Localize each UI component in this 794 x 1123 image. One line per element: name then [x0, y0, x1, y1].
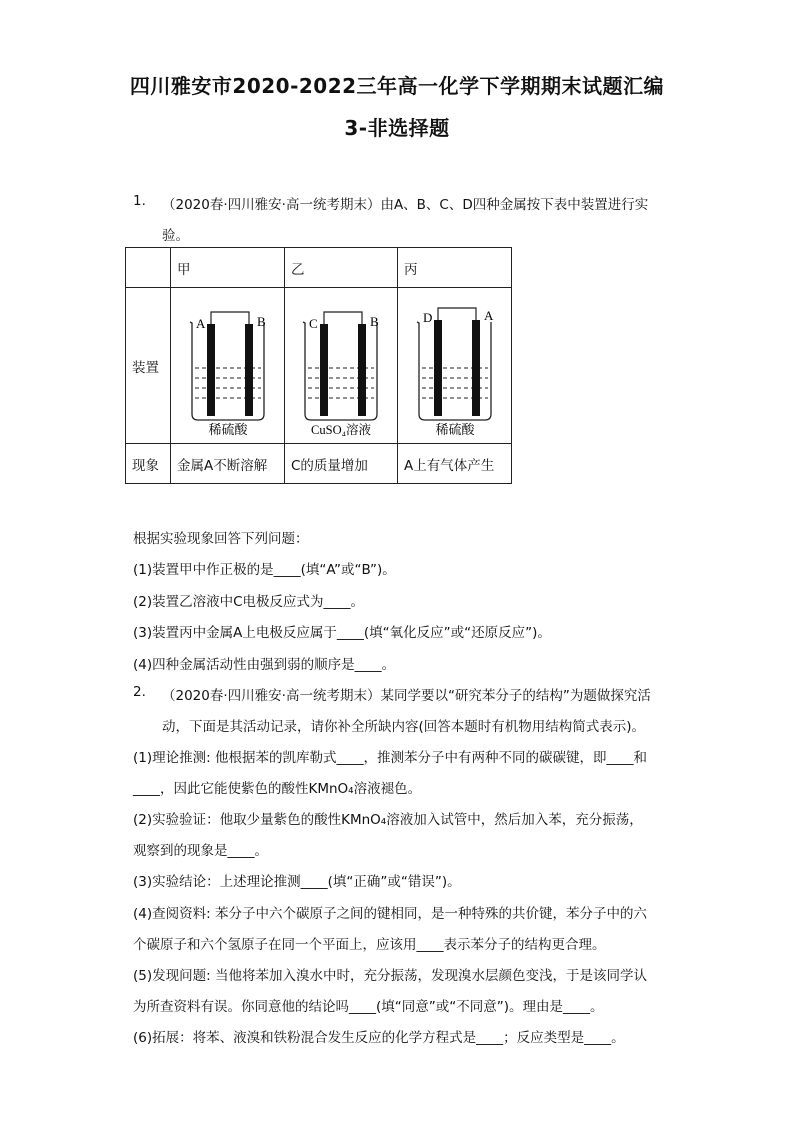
- question-2-stem: （2020春·四川雅安·高一统考期末）某同学要以“研究苯分子的结构”为题做探究活: [162, 688, 651, 704]
- electrode-label-left: A: [195, 315, 205, 331]
- document-title: 四川雅安市2020-2022三年高一化学下学期期末试题汇编: [129, 74, 665, 98]
- electrode-label-right: A: [483, 307, 493, 323]
- experiment-table: [125, 247, 512, 484]
- phenomenon-bing: A上有气体产生: [398, 444, 512, 484]
- question-1-part-2: (2)装置乙溶液中C电极反应式为____。: [133, 594, 365, 610]
- question-2-line-5: (3)实验结论：上述理论推测____(填“正确”或“错误”)。: [133, 874, 461, 890]
- question-2-number: 2.: [133, 684, 146, 700]
- solution-label: 稀硫酸: [207, 421, 248, 436]
- question-2-line-2: ____，因此它能使紫色的酸性KMnO₄溶液褪色。: [133, 781, 422, 797]
- question-2-line-6: (4)查阅资料: 苯分子中六个碳原子之间的键相同，是一种特殊的共价键，苯分子中的六: [133, 906, 647, 922]
- question-2-line-1: (1)理论推测: 他根据苯的凯库勒式____，推测苯分子中有两种不同的碳碳键，即____和: [133, 750, 647, 766]
- question-2-line-7: 个碳原子和六个氢原子在同一个平面上，应该用____表示苯分子的结构更合理。: [133, 937, 606, 953]
- col-header-yi: 乙: [285, 248, 398, 288]
- question-1-part-4: (4)四种金属活动性由强到弱的顺序是____。: [133, 657, 396, 673]
- beaker-diagram-bing: [405, 296, 505, 436]
- solution-label: 稀硫酸: [434, 421, 475, 436]
- question-1-stem: （2020春·四川雅安·高一统考期末）由A、B、C、D四种金属按下表中装置进行实: [162, 197, 649, 213]
- question-2-line-10: (6)拓展：将苯、液溴和铁粉混合发生反应的化学方程式是____；反应类型是____。: [133, 1030, 625, 1046]
- electrode-label-left: C: [309, 315, 318, 331]
- electrode-label-left: D: [422, 309, 432, 325]
- question-2-stem-cont: 动，下面是其活动记录，请你补全所缺内容(回答本题时有机物用结构简式表示)。: [162, 719, 646, 735]
- phenomenon-jia: 金属A不断溶解: [171, 444, 285, 484]
- question-2-line-3: (2)实验验证：他取少量紫色的酸性KMnO₄溶液加入试管中，然后加入苯，充分振荡，: [133, 812, 643, 828]
- question-2-line-9: 为所查资料有误。你同意他的结论吗____(填“同意”或“不同意”)。理由是____。: [133, 999, 604, 1015]
- beaker-diagram-jia: [178, 296, 278, 436]
- solution-label: CuSO₄溶液: [311, 422, 371, 436]
- device-cell-jia: [171, 288, 285, 444]
- col-header-jia: 甲: [171, 248, 285, 288]
- electrode-label-right: B: [256, 313, 266, 329]
- electrode-label-right: B: [370, 313, 379, 329]
- phenomenon-yi: C的质量增加: [285, 444, 398, 484]
- question-1-number: 1.: [133, 193, 146, 209]
- question-1-part-3: (3)装置丙中金属A上电极反应属于____(填“氧化反应”或“还原反应”)。: [133, 625, 551, 641]
- table-corner-cell: [126, 248, 171, 288]
- question-2-line-8: (5)发现问题: 当他将苯加入溴水中时，充分振荡，发现溴水层颜色变浅，于是该同学认: [133, 968, 647, 984]
- question-2-line-4: 观察到的现象是____。: [133, 843, 268, 859]
- beaker-diagram-yi: [291, 296, 391, 436]
- row-label-phenomenon: 现象: [126, 444, 171, 484]
- question-1-part-1: (1)装置甲中作正极的是____(填“A”或“B”)。: [133, 562, 396, 578]
- device-cell-bing: [398, 288, 512, 444]
- document-subtitle: 3-非选择题: [344, 116, 450, 140]
- col-header-bing: 丙: [398, 248, 512, 288]
- question-1-intro: 根据实验现象回答下列问题：: [133, 531, 309, 547]
- device-cell-yi: [285, 288, 398, 444]
- row-label-device: 装置: [126, 288, 171, 444]
- question-1-stem-cont: 验。: [162, 228, 189, 244]
